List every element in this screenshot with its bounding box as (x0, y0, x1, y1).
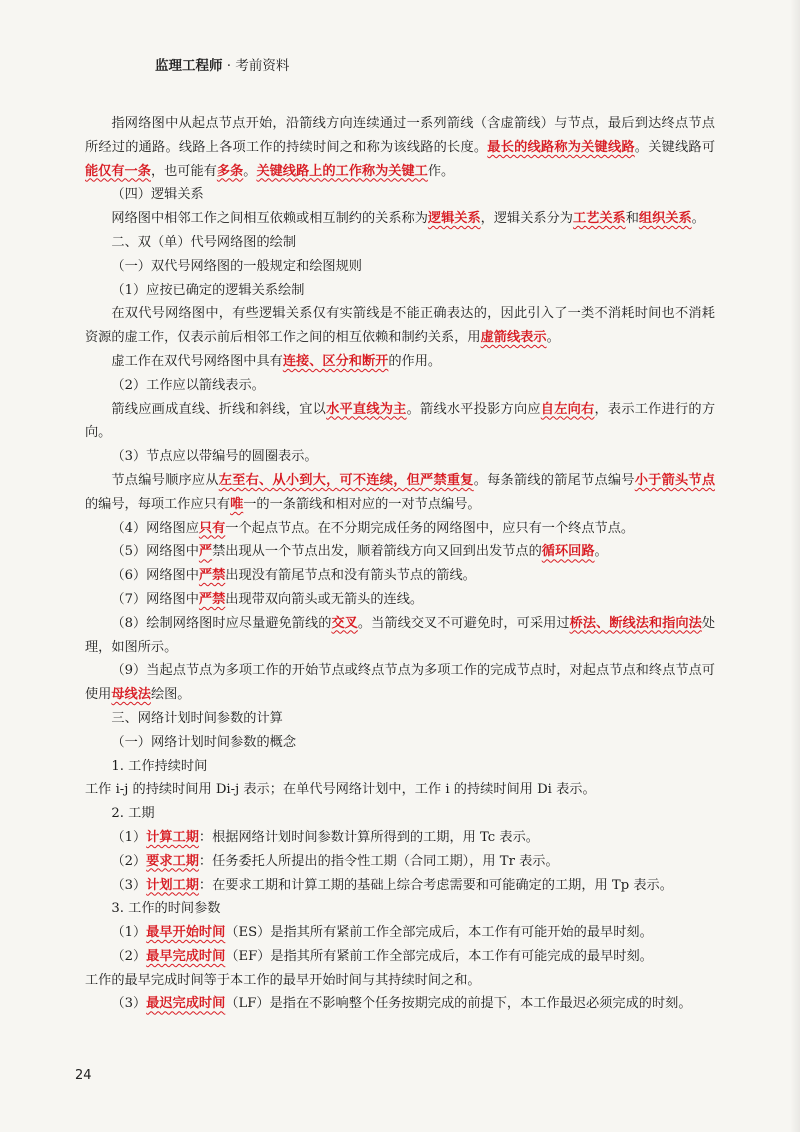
text: 指网络图中从起点节点开始，沿箭线方向连续通过一系列箭线（含虚箭线）与节点，最后到达终点节点所经过的通路。线路上各项工作的持续时间之和称为该线路的长度。 (85, 116, 715, 155)
highlight: 只有 (198, 520, 226, 536)
highlight: 虚箭线表示 (480, 330, 547, 346)
heading-time-parameters: 3. 工作的时间参数 (111, 901, 221, 917)
text: 出现没有箭尾节点和没有箭头节点的箭线。 (225, 568, 476, 584)
highlight: 计算工期 (146, 829, 199, 845)
text: 的编号，每项工作应只有 (85, 496, 231, 512)
text: （ES）是指其所有紧前工作全部完成后，本工作有可能开始的最早时刻。 (225, 925, 653, 941)
heading-subsection-3: （一）网络计划时间参数的概念 (111, 734, 297, 750)
text: 一个起点节点。在不分期完成任务的网络图中，应只有一个终点节点。 (225, 520, 635, 536)
text: 网络图中相邻工作之间相互依赖或相互制约的关系称为 (111, 211, 428, 227)
text: 禁出现从一个节点出发，顺着箭线方向又回到出发节点的 (212, 544, 542, 560)
paragraph-duration: 工作 i-j 的持续时间用 Di-j 表示；在单代号网络计划中，工作 i 的持续时间用 Di 表示。 (85, 782, 596, 798)
highlight: 桥法、断线法和指向法 (569, 615, 702, 631)
text: （5）网络图中 (111, 544, 199, 560)
text: ，逻辑关系分为 (480, 211, 573, 227)
header-title: 监理工程师 (155, 58, 223, 74)
highlight: 关键线路上的工作称为关键工 (256, 163, 428, 179)
text: ：任务委托人所提出的指令性工期（合同工期），用 Tr 表示。 (198, 853, 559, 869)
heading-duration-period: 2. 工期 (111, 806, 155, 822)
term-required-period (85, 850, 715, 874)
heading-rule-1: （1）应按已确定的逻辑关系绘制 (111, 282, 305, 298)
text: 。 (594, 544, 608, 560)
page-number: 24 (75, 1068, 92, 1083)
text: 绘图。 (150, 687, 191, 703)
heading-section-2: 二、双（单）代号网络图的绘制 (111, 234, 297, 250)
highlight: 组织关系 (638, 211, 692, 227)
text: （LF）是指在不影响整个任务按期完成的前提下，本工作最迟必须完成的时刻。 (225, 996, 692, 1012)
text: 在双代号网络图中，有些逻辑关系仅有实箭线是不能正确表达的，因此引入了一类不消耗时间也不消耗资源的虚工作，仅表示前后相邻工作之间的相互依赖和制约关系，用 (85, 306, 715, 346)
text: （1） (111, 829, 147, 845)
paragraph-logic-relations (85, 207, 715, 231)
highlight: 最长的线路称为关键线路 (487, 139, 635, 155)
paragraph-node-numbering (85, 469, 715, 517)
highlight: 唯 (230, 496, 244, 512)
heading-rule-2: （2）工作应以箭线表示。 (111, 377, 265, 393)
page-content (85, 112, 715, 1016)
text: 箭线应画成直线、折线和斜线，宜以 (111, 401, 327, 417)
text: 和 (625, 211, 639, 227)
rule-7 (85, 588, 715, 612)
term-latest-finish (85, 992, 715, 1016)
rule-4 (85, 517, 715, 541)
heading-section-3: 三、网络计划时间参数的计算 (111, 710, 283, 726)
rule-9 (85, 659, 715, 707)
highlight: 严禁 (198, 568, 226, 584)
text: （4）网络图应 (111, 520, 199, 536)
highlight: 计划工期 (146, 877, 199, 893)
highlight: 交叉 (331, 615, 358, 631)
highlight: 严 (198, 544, 213, 560)
text: （2） (111, 948, 147, 964)
header-subtitle: 考前资料 (235, 58, 290, 74)
text: （3） (111, 877, 147, 893)
heading-duration: 1. 工作持续时间 (111, 758, 208, 774)
highlight: 小于箭头节点 (634, 472, 716, 488)
header-separator: · (226, 58, 232, 74)
text: （3） (111, 996, 147, 1012)
highlight: 自左向右 (540, 401, 595, 417)
page-edge-shadow (790, 0, 800, 1132)
text: 出现带双向箭头或无箭头的连线。 (225, 591, 424, 607)
page-header (155, 54, 289, 74)
text: ：在要求工期和计算工期的基础上综合考虑需要和可能确定的工期，用 Tp 表示。 (198, 877, 673, 893)
text: 一的一条箭线和相对应的一对节点编号。 (243, 496, 481, 512)
term-earliest-start (85, 921, 715, 945)
heading-subsection-1: （一）双代号网络图的一般规定和绘图规则 (111, 258, 362, 274)
highlight: 循环回路 (541, 544, 595, 560)
text: 作。 (427, 163, 455, 179)
highlight: 最早开始时间 (146, 925, 226, 941)
highlight: 左至右、从小到大，可不连续，但严禁重复 (218, 472, 474, 488)
text: 。 (546, 330, 560, 346)
text: 。关键线路可 (634, 139, 716, 155)
term-earliest-finish (85, 945, 715, 969)
highlight: 最早完成时间 (146, 948, 226, 964)
paragraph-dummy-work (85, 302, 715, 350)
highlight: 工艺关系 (572, 211, 626, 227)
highlight: 要求工期 (146, 853, 199, 869)
text: 。箭线水平投影方向应 (406, 401, 541, 417)
highlight: 多条 (216, 163, 244, 179)
highlight: 严禁 (198, 591, 226, 607)
paragraph-earliest-finish: 工作的最早完成时间等于本工作的最早开始时间与其持续时间之和。 (85, 972, 481, 988)
text: 。当箭线交叉不可避免时，可采用过 (357, 615, 570, 631)
rule-8 (85, 612, 715, 660)
text: （7）网络图中 (111, 591, 199, 607)
text: ：根据网络计划时间参数计算所得到的工期，用 Tc 表示。 (198, 829, 539, 845)
text: ，也可能有 (150, 163, 217, 179)
paragraph-arrow-lines (85, 398, 715, 446)
text: 的作用。 (388, 353, 442, 369)
heading-rule-3: （3）节点应以带编号的圆圈表示。 (111, 449, 318, 465)
term-calculated-period (85, 826, 715, 850)
highlight: 连接、区分和断开 (282, 353, 389, 369)
text: 节点编号顺序应从 (111, 472, 219, 488)
text: 处理，如图所示。 (85, 615, 716, 655)
text: （EF）是指其所有紧前工作全部完成后，本工作有可能完成的最早时刻。 (225, 948, 653, 964)
heading-logic-relations: （四）逻辑关系 (111, 187, 204, 203)
text: 。每条箭线的箭尾节点编号 (473, 472, 635, 488)
term-planned-period (85, 874, 715, 898)
text: （1） (111, 925, 147, 941)
rule-6 (85, 564, 715, 588)
paragraph-critical-path (85, 112, 715, 183)
highlight: 母线法 (111, 687, 151, 703)
highlight: 最迟完成时间 (146, 996, 226, 1012)
highlight: 逻辑关系 (427, 211, 481, 227)
paragraph-dummy-role (85, 350, 715, 374)
text: 。 (243, 163, 257, 179)
highlight: 能仅有一条 (85, 163, 151, 179)
text: ，表示工作进行的方向。 (85, 401, 716, 441)
text: （2） (111, 853, 147, 869)
text: （6）网络图中 (111, 568, 199, 584)
text: 虚工作在双代号网络图中具有 (111, 353, 283, 369)
highlight: 水平直线为主 (326, 401, 407, 417)
text: 。 (691, 211, 705, 227)
text: （9）当起点节点为多项工作的开始节点或终点节点为多项工作的完成节点时，对起点节点和终点节点可使用 (85, 663, 715, 703)
rule-5 (85, 540, 715, 564)
text: （8）绘制网络图时应尽量避免箭线的 (111, 615, 332, 631)
